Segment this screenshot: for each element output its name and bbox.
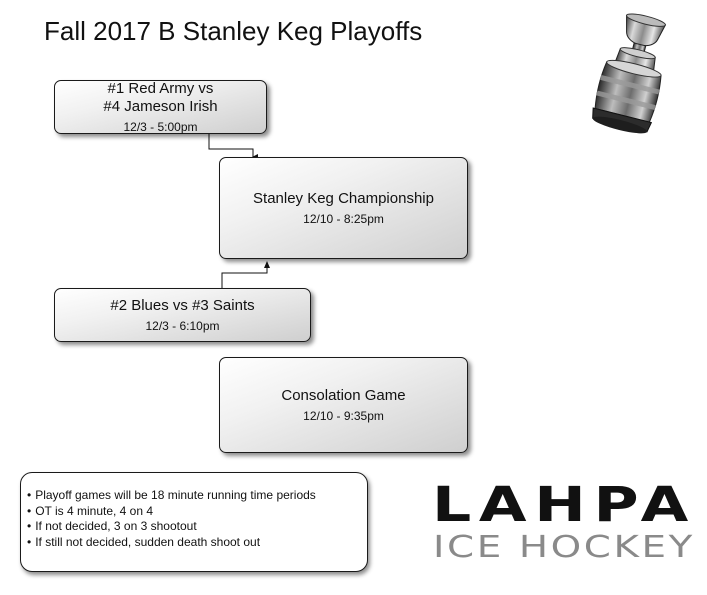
page-title: Fall 2017 B Stanley Keg Playoffs	[44, 16, 423, 46]
rules-list-item: • Playoff games will be 18 minute running time periods	[27, 488, 359, 504]
connector-arrowhead-up	[264, 261, 270, 268]
game-title	[103, 80, 217, 116]
game-time: 12/10 - 9:35pm	[303, 408, 384, 423]
connector-semi2-to-championship	[222, 262, 267, 289]
trophy-icon	[574, 12, 686, 140]
lahpa-logo	[430, 481, 698, 561]
game-time: 12/3 - 6:10pm	[145, 318, 220, 333]
game-box-championship	[219, 157, 468, 259]
game-title: Consolation Game	[281, 386, 406, 404]
rules-list	[27, 488, 359, 550]
game-title: Stanley Keg Championship	[253, 189, 434, 207]
logo-subtitle: ICE HOCKEY	[433, 530, 695, 561]
lahpa-logo-graphic	[430, 481, 698, 561]
rules-list-item: • OT is 4 minute, 4 on 4	[27, 504, 359, 520]
game-box-consolation	[219, 357, 468, 453]
rules-notes	[20, 472, 368, 572]
game-box-semifinal-1	[54, 80, 267, 134]
game-title-line: #1 Red Army vs	[107, 79, 214, 97]
game-time: 12/10 - 8:25pm	[303, 211, 384, 226]
game-box-semifinal-2	[54, 288, 311, 342]
game-time: 12/3 - 5:00pm	[123, 119, 198, 134]
rules-list-item: • If not decided, 3 on 3 shootout	[27, 519, 359, 535]
game-title-line: #4 Jameson Irish	[103, 97, 218, 115]
rules-list-item: • If still not decided, sudden death shoot out	[27, 535, 359, 551]
game-title: #2 Blues vs #3 Saints	[110, 296, 255, 314]
logo-wordmark: LAHPA	[432, 481, 696, 533]
connector-semi1-to-championship	[209, 134, 253, 157]
